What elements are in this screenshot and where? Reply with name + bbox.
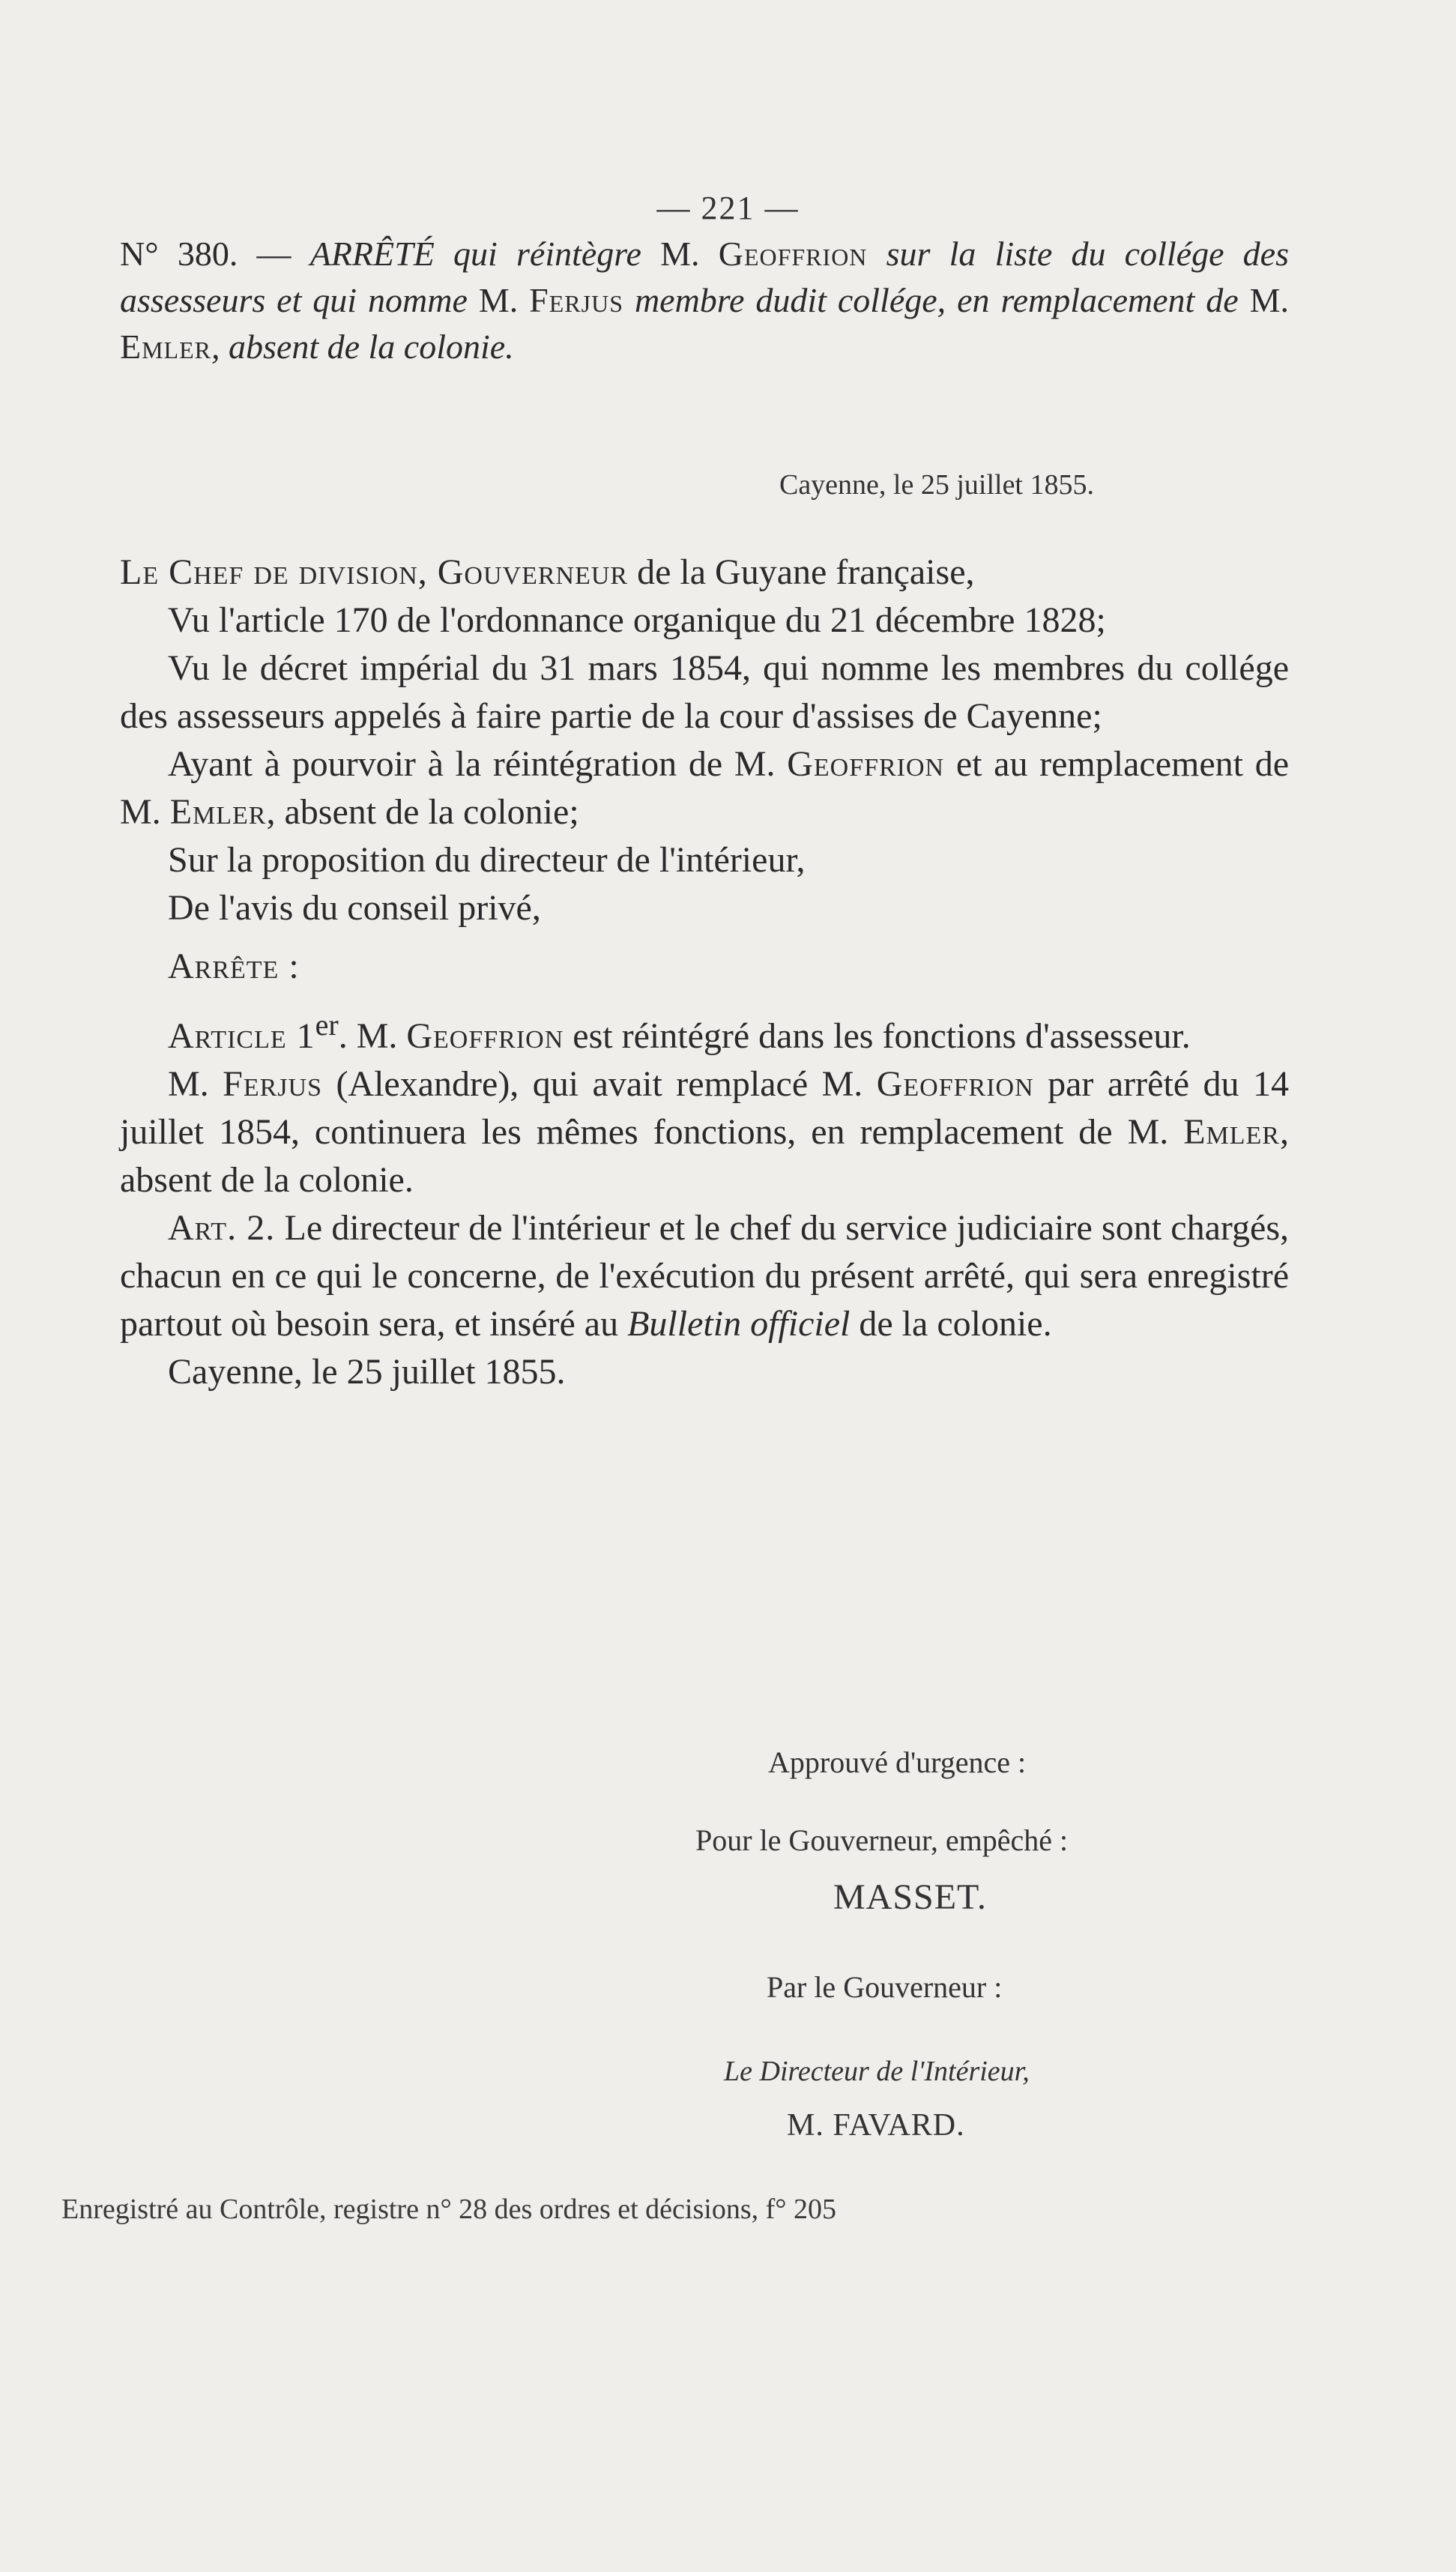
intro-line: Le Chef de division, Gouverneur de la Guyane française, [120, 552, 975, 592]
signature-masset: MASSET. [833, 1877, 987, 1917]
directeur-interieur: Le Directeur de l'Intérieur, [724, 2056, 1030, 2087]
ayant-paragraph: Ayant à pourvoir à la réintégration de M. Geoffrion et au remplacement de M. Emler, absent de la colonie; [120, 744, 1289, 832]
decree-number: N° 380. [120, 235, 238, 273]
page-number: — 221 — [656, 190, 800, 226]
signature-favard: M. FAVARD. [787, 2108, 965, 2143]
article-2: Art. 2. Le directeur de l'intérieur et le chef du service judiciaire sont chargés, chacun en ce qui le concerne, de l'exécution du présent arrêté, qui sera enregistré partout où besoin sera, et inséré au Bulletin officiel de la colonie. [120, 1208, 1289, 1344]
par-gouverneur: Par le Gouverneur : [767, 1970, 1003, 2004]
vu-decret: Vu le décret impérial du 31 mars 1854, qui nomme les membres du collége des assesseurs appelés à faire partie de la cour d'assises de Cayenne; [120, 648, 1289, 736]
dateline: Cayenne, le 25 juillet 1855. [779, 469, 1094, 501]
name-ferjus: Ferjus [529, 281, 624, 319]
arrete-heading: ARRÊTÉ [309, 235, 435, 273]
decree-body [120, 549, 1289, 1396]
approuve-urgence: Approuvé d'urgence : [768, 1745, 1027, 1779]
vu-ordonnance: Vu l'article 170 de l'ordonnance organique du 21 décembre 1828; [168, 600, 1106, 640]
name-geoffrion: Geoffrion [718, 235, 868, 273]
sur-proposition: Sur la proposition du directeur de l'intérieur, [168, 840, 806, 880]
pour-gouverneur: Pour le Gouverneur, empêché : [695, 1823, 1069, 1857]
article-1: Article 1er. M. Geoffrion est réintégré dans les fonctions d'assesseur. [168, 1008, 1191, 1056]
name-emler: Emler [120, 327, 211, 366]
decree-title: N° 380. — ARRÊTÉ qui réintègre M. Geoffrion sur la liste du collége des assesseurs et qui nomme M. Ferjus membre dudit collége, en remplacement de M. Emler, absent de la colonie. [120, 235, 1290, 366]
closing-date: Cayenne, le 25 juillet 1855. [168, 1352, 566, 1392]
arrete-label: Arrête : [168, 947, 300, 986]
registration-footer: Enregistré au Contrôle, registre n° 28 des ordres et décisions, f° 205 [61, 2194, 836, 2225]
ferjus-paragraph: M. Ferjus (Alexandre), qui avait remplacé M. Geoffrion par arrêté du 14 juillet 1854, continuera les mêmes fonctions, en remplacement de M. Emler, absent de la colonie. [120, 1064, 1289, 1200]
avis-conseil: De l'avis du conseil privé, [168, 888, 541, 928]
